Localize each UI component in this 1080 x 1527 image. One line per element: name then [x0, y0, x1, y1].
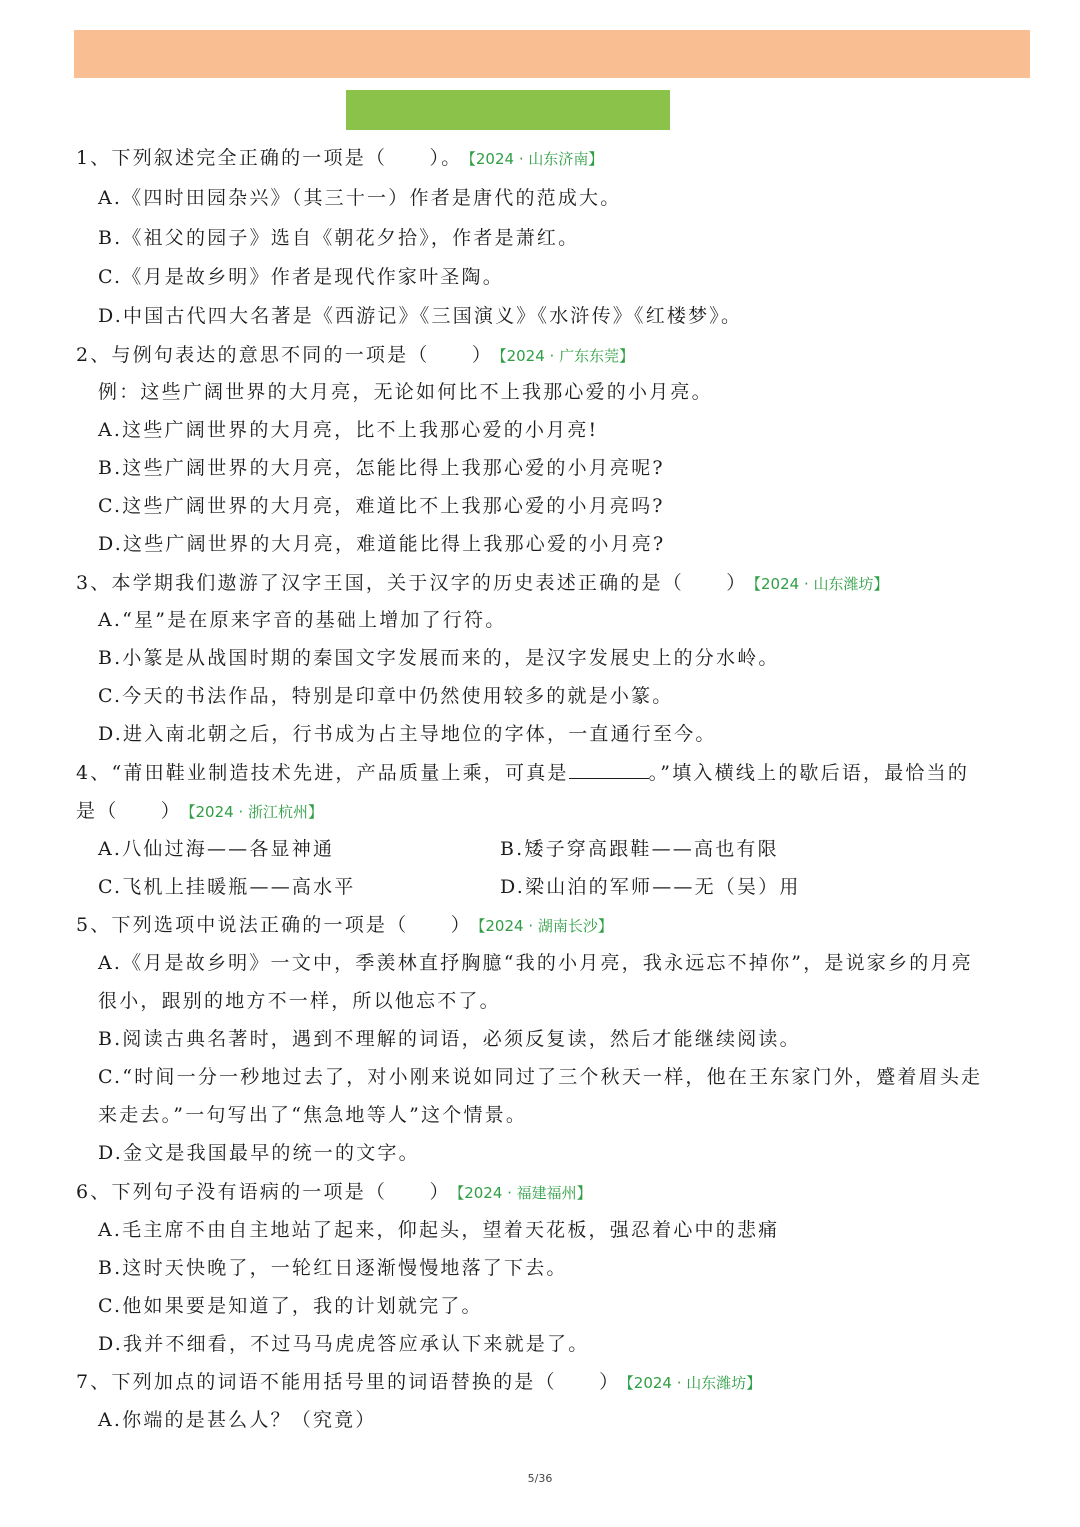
answer-blank — [569, 762, 649, 779]
option: D.金文是我国最早的统一的文字。 — [98, 1142, 420, 1164]
option: D.进入南北朝之后，行书成为占主导地位的字体，一直通行至今。 — [98, 723, 717, 745]
option: A.《月是故乡明》一文中，季羡林直抒胸臆“我的小月亮，我永远忘不掉你”，是说家乡的月亮 — [98, 952, 973, 974]
option: C.今天的书法作品，特别是印章中仍然使用较多的就是小篆。 — [98, 685, 674, 707]
question-3-stem: 3、本学期我们遨游了汉字王国，关于汉字的历史表述正确的是（ ） 【2024 · 山东潍坊】 — [76, 572, 889, 594]
header-banner — [74, 30, 1030, 78]
option: C.这些广阔世界的大月亮，难道比不上我那心爱的小月亮吗? — [98, 495, 665, 517]
option: B.小篆是从战国时期的秦国文字发展而来的，是汉字发展史上的分水岭。 — [98, 647, 780, 669]
source-tag: 【2024 · 福建福州】 — [456, 1184, 592, 1202]
source-tag: 【2024 · 山东潍坊】 — [626, 1374, 762, 1392]
option: A.八仙过海——各显神通 — [98, 838, 335, 860]
option: D.我并不细看，不过马马虎虎答应承认下来就是了。 — [98, 1333, 590, 1355]
source-tag: 【2024 · 湖南长沙】 — [477, 917, 613, 935]
option: A.“星”是在原来字音的基础上增加了行符。 — [98, 609, 507, 631]
option: A.这些广阔世界的大月亮，比不上我那心爱的小月亮! — [98, 419, 599, 441]
source-tag: 【2024 · 山东潍坊】 — [753, 575, 889, 593]
question-4-stem: 4、“莆田鞋业制造技术先进，产品质量上乘，可真是 。”填入横线上的歇后语，最恰当的 — [76, 762, 970, 784]
option: B.这些广阔世界的大月亮，怎能比得上我那心爱的小月亮呢? — [98, 457, 665, 479]
option: D.中国古代四大名著是《西游记》《三国演义》《水浒传》《红楼梦》。 — [98, 305, 743, 327]
option: A.毛主席不由自主地站了起来，仰起头，望着天花板，强忍着心中的悲痛 — [98, 1219, 780, 1241]
option: C.《月是故乡明》作者是现代作家叶圣陶。 — [98, 266, 504, 288]
option: C.他如果要是知道了，我的计划就完了。 — [98, 1295, 483, 1317]
question-5-stem: 5、下列选项中说法正确的一项是（ ） 【2024 · 湖南长沙】 — [76, 914, 613, 936]
page-number: 5/36 — [527, 1472, 553, 1485]
question-2-stem: 2、与例句表达的意思不同的一项是（ ） 【2024 · 广东东莞】 — [76, 344, 635, 366]
option: C.“时间一分一秒地过去了，对小刚来说如同过了三个秋天一样，他在王东家门外，蹙着眉头走 — [98, 1066, 983, 1088]
option: D.这些广阔世界的大月亮，难道能比得上我那心爱的小月亮? — [98, 533, 666, 555]
option-cont: 来走去。”一句写出了“焦急地等人”这个情景。 — [98, 1104, 528, 1126]
example-sentence: 例：这些广阔世界的大月亮，无论如何比不上我那心爱的小月亮。 — [98, 381, 713, 403]
option: C.飞机上挂暖瓶——高水平 — [98, 876, 356, 898]
option: A.你端的是甚么人？（究竟） — [98, 1409, 377, 1431]
option: B.阅读古典名著时，遇到不理解的词语，必须反复读，然后才能继续阅读。 — [98, 1028, 801, 1050]
option: A.《四时田园杂兴》（其三十一）作者是唐代的范成大。 — [98, 187, 622, 209]
question-6-stem: 6、下列句子没有语病的一项是（ ） 【2024 · 福建福州】 — [76, 1181, 592, 1203]
question-1-stem: 1、下列叙述完全正确的一项是（ ）。 【2024 · 山东济南】 — [76, 147, 604, 169]
option: D.梁山泊的军师——无（吴）用 — [500, 876, 801, 898]
option: B.《祖父的园子》选自《朝花夕拾》，作者是萧红。 — [98, 227, 580, 249]
question-4-stem-cont: 是（ ） 【2024 · 浙江杭州】 — [76, 800, 323, 822]
question-7-stem: 7、下列加点的词语不能用括号里的词语替换的是（ ） 【2024 · 山东潍坊】 — [76, 1371, 762, 1393]
option: B.矮子穿高跟鞋——高也有限 — [500, 838, 779, 860]
source-tag: 【2024 · 山东济南】 — [468, 150, 604, 168]
option: B.这时天快晚了，一轮红日逐渐慢慢地落了下去。 — [98, 1257, 568, 1279]
section-badge — [346, 90, 670, 130]
source-tag: 【2024 · 广东东莞】 — [499, 347, 635, 365]
source-tag: 【2024 · 浙江杭州】 — [188, 803, 323, 821]
option-cont: 很小，跟别的地方不一样，所以他忘不了。 — [98, 990, 501, 1012]
